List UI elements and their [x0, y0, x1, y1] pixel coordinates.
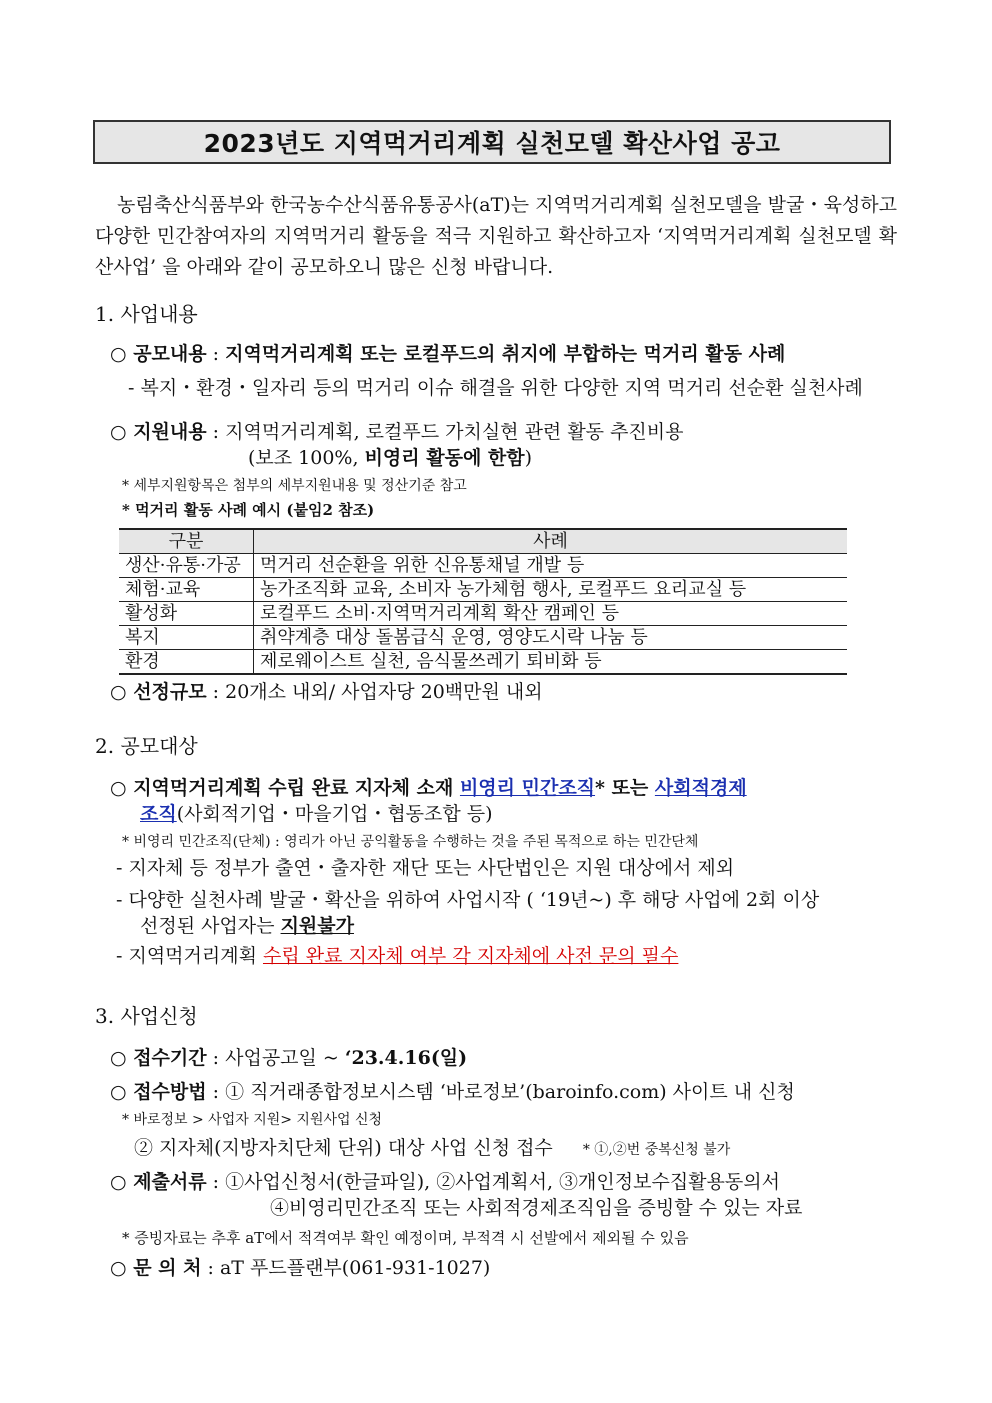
table-cell: 농가조직화 교육, 소비자 농가체험 행사, 로컬푸드 요리교실 등 [254, 578, 848, 602]
s1-note1: * 세부지원항목은 첨부의 세부지원내용 및 정산기준 참고 [122, 478, 467, 494]
s2-line2 [140, 802, 493, 826]
s3-docs-label: ○ 제출서류 [110, 1171, 207, 1193]
table-cell: 로컬푸드 소비·지역먹거리계획 확산 캠페인 등 [254, 602, 848, 626]
s1-item2-sub-a: (보조 100%, [248, 447, 365, 469]
s3-method2 [134, 1136, 730, 1162]
s3-contact [110, 1256, 490, 1280]
s1-item2-sub-b: 비영리 활동에 한함 [364, 447, 525, 469]
s1-item1-text: 지역먹거리계획 또는 로컬푸드의 취지에 부합하는 먹거리 활동 사례 [225, 343, 786, 365]
table-row [119, 602, 847, 626]
s2-line1-d: 사회적경제 [654, 777, 747, 799]
table-cell: 제로웨이스트 실천, 음식물쓰레기 퇴비화 등 [254, 650, 848, 675]
s2-note: * 비영리 민간조직(단체) : 영리가 아닌 공익활동을 수행하는 것을 주된 목적으로 하는 민간단체 [122, 834, 699, 850]
s2-dash1: - 지자체 등 정부가 출연・출자한 재단 또는 사단법인은 지원 대상에서 제외 [116, 857, 735, 879]
table-header-row [119, 529, 847, 554]
title-box [93, 120, 891, 164]
table-cell: 취약계층 대상 돌봄급식 운영, 영양도시락 나눔 등 [254, 626, 848, 650]
s3-period-label: ○ 접수기간 [110, 1047, 207, 1069]
s3-docs2: ④비영리민간조직 또는 사회적경제조직임을 증빙할 수 있는 자료 [270, 1197, 803, 1219]
s3-method-note: * 바로정보 > 사업자 지원> 지원사업 신청 [122, 1112, 383, 1128]
table-row [119, 650, 847, 675]
s1-item1-sep: : [206, 343, 226, 365]
example-table [119, 528, 847, 675]
s2-dash2: - 다양한 실천사례 발굴・확산을 위하여 사업시작 ( ‘19년~) 후 해당 사업에 2회 이상 [116, 889, 820, 911]
table-cell: 활성화 [119, 602, 254, 626]
s3-docs-note: * 증빙자료는 추후 aT에서 적격여부 확인 예정이며, 부적격 시 선발에서 제외될 수 있음 [122, 1229, 689, 1247]
table-cell: 먹거리 선순환을 위한 신유통채널 개발 등 [254, 554, 848, 578]
table-header-cell: 사례 [254, 529, 848, 554]
s1-item3-label: ○ 선정규모 [110, 681, 207, 703]
s1-item3 [110, 680, 543, 704]
section3-heading: 3. 사업신청 [95, 1004, 198, 1028]
s2-dash2b-a: 선정된 사업자는 [140, 915, 281, 937]
table-cell: 환경 [119, 650, 254, 675]
s2-line2-a: 조직 [140, 803, 177, 825]
table-cell: 체험·교육 [119, 578, 254, 602]
s2-dash2b-b: 지원불가 [280, 915, 354, 937]
table-row [119, 554, 847, 578]
table-cell: 생산·유통·가공 [119, 554, 254, 578]
s2-line1-a: ○ 지역먹거리계획 수립 완료 지자체 소재 [110, 777, 460, 799]
s1-item1 [110, 342, 785, 366]
table-row [119, 626, 847, 650]
s1-item2-sub [248, 446, 532, 470]
s3-period-text: : 사업공고일 ~ [206, 1047, 345, 1069]
s2-line1-c: * 또는 [595, 777, 655, 799]
s2-line2-b: (사회적기업・마을기업・협동조합 등) [176, 803, 493, 825]
section2-heading: 2. 공모대상 [95, 734, 198, 758]
s3-docs [110, 1170, 780, 1194]
s3-period-date: ‘23.4.16(일) [344, 1047, 468, 1069]
s2-dash3 [116, 944, 678, 968]
s2-dash3-b: 수립 완료 지자체 여부 각 지자체에 사전 문의 필수 [262, 945, 679, 967]
s1-item2-text: : 지역먹거리계획, 로컬푸드 가치실현 관련 활동 추진비용 [206, 421, 684, 443]
s3-contact-label: ○ 문 의 처 [110, 1257, 202, 1279]
s1-item1-label: ○ 공모내용 [110, 343, 207, 365]
s2-line1 [110, 776, 747, 800]
s3-method-label: ○ 접수방법 [110, 1081, 207, 1103]
table-cell: 복지 [119, 626, 254, 650]
table-header-cell: 구분 [119, 529, 254, 554]
s1-item1-sub: - 복지・환경・일자리 등의 먹거리 이슈 해결을 위한 다양한 지역 먹거리 선순환 실천사례 [128, 377, 863, 399]
s1-item2-sub-c: ) [524, 447, 533, 469]
s1-item3-text: : 20개소 내외/ 사업자당 20백만원 내외 [206, 681, 543, 703]
section1-heading: 1. 사업내용 [95, 302, 198, 326]
s3-docs-text: : ①사업신청서(한글파일), ②사업계획서, ③개인정보수집활용동의서 [206, 1171, 780, 1193]
s2-dash2b [140, 914, 354, 938]
s2-line1-b: 비영리 민간조직 [459, 777, 596, 799]
s3-method2-note: * ①,②번 중복신청 불가 [582, 1142, 731, 1158]
s3-contact-text: : aT 푸드플랜부(061-931-1027) [201, 1257, 491, 1279]
intro-paragraph: 농림축산식품부와 한국농수산식품유통공사(aT)는 지역먹거리계획 실천모델을 발굴・육성하고 다양한 민간참여자의 지역먹거리 활동을 적극 지원하고 확산하고자 ‘지역먹거리계획 실천모델 확산사업’ 을 아래와 같이 공모하오니 많은 신청 바랍니다. [95, 194, 897, 278]
s3-period [110, 1046, 467, 1070]
s3-method-text: : ① 직거래종합정보시스템 ‘바로정보’(baroinfo.com) 사이트 내 신청 [206, 1081, 795, 1103]
page-title: 2023년도 지역먹거리계획 실천모델 확산사업 공고 [203, 129, 781, 158]
s1-item2-label: ○ 지원내용 [110, 421, 207, 443]
s3-method2-text: ② 지자체(지방자치단체 단위) 대상 사업 신청 접수 [134, 1137, 553, 1159]
s1-note2: * 먹거리 활동 사례 예시 (붙임2 참조) [122, 501, 375, 519]
s3-method [110, 1080, 795, 1104]
s1-item2 [110, 420, 684, 444]
s2-dash3-a: - 지역먹거리계획 [116, 945, 263, 967]
table-row [119, 578, 847, 602]
